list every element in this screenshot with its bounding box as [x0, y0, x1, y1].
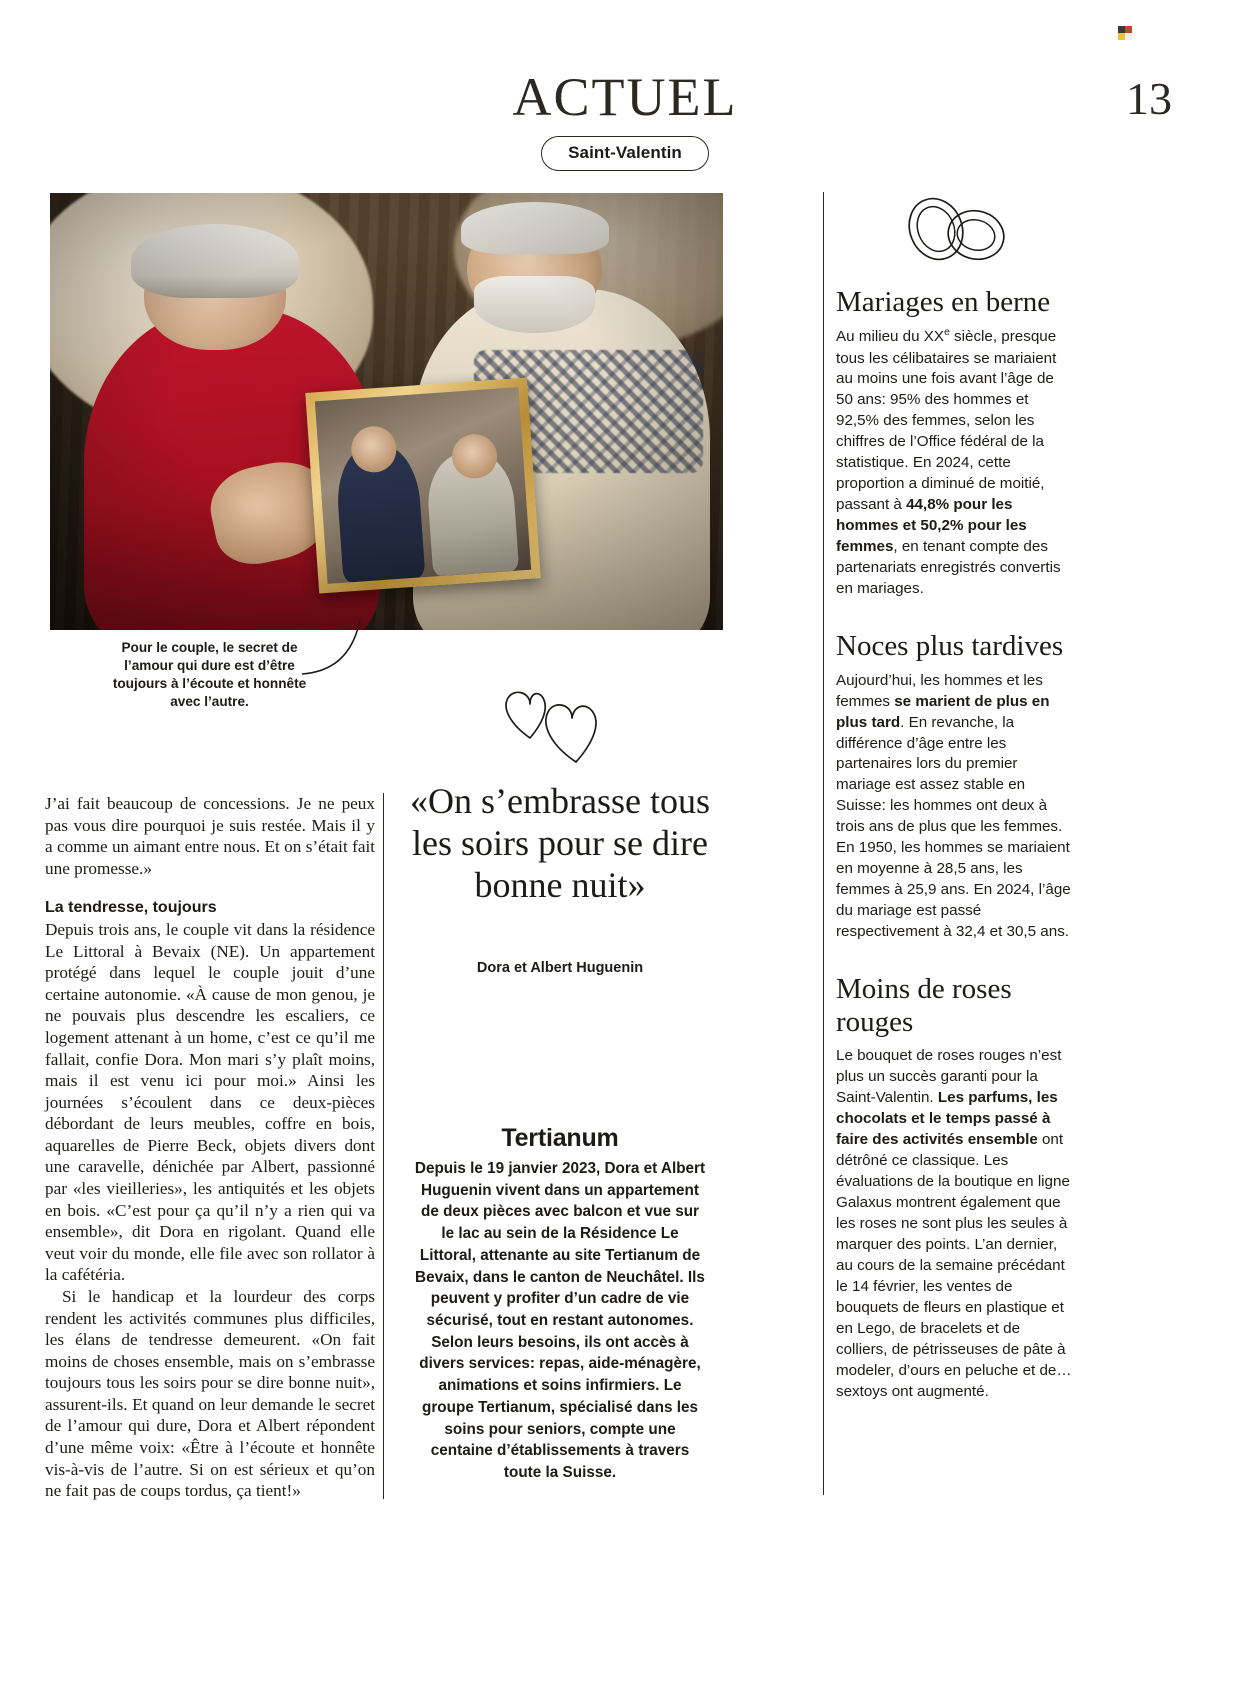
sidebar-section — [836, 973, 1074, 1402]
page-title: ACTUEL — [512, 67, 738, 127]
sidebar-section-title: Noces plus tardives — [836, 630, 1064, 663]
masthead — [0, 67, 1250, 171]
sidebar-section-body: Au milieu du XXe siècle, presque tous les célibataires se mariaient au moins une fois avant l’âge de 50 ans: 95% des hommes et 92,5% des femmes, selon les chiffres de l’Office fédéral de la statistique. En 2024, cette proportion a diminué de moitié, passant à 44,8% pour les hommes et 50,2% pour les femmes, en tenant compte des partenariats enregistrés convertis en mariages. — [836, 327, 1061, 598]
pull-quote: «On s’embrasse tous les soirs pour se dire bonne nuit» — [410, 781, 710, 906]
sidebar-section — [836, 630, 1074, 943]
info-box-title: Tertianum — [501, 1124, 619, 1152]
photo-image — [50, 193, 723, 630]
article-body — [45, 793, 375, 1502]
article-paragraph-1: Depuis trois ans, le couple vit dans la résidence Le Littoral à Bevaix (NE). Un appartement protégé dans lequel le couple jouit d’une certaine autonomie. «À cause de mon genou, je ne pouvais plus descendre les escaliers, ce logement attenant à un home, c’est ce qu’il me fallait, confie Dora. Mon mari s’y plaît moins, mais il est venu ici pour moi.» Ainsi les journées s’écoulent dans ce deux-pièces débordant de leurs meubles, coffre en bois, aquarelles de Pierre Beck, objets divers dont une caravelle, dénichée par Albert, passionné par «les vieilleries», les antiquités et les objets en bois. «C’est pour ça qu’il n’y a rien qui va ensemble», dit Dora en rigolant. Quand elle veut voir du monde, elle file avec son rollator à la cafétéria. — [45, 920, 375, 1285]
wedding-rings-icon — [892, 193, 1022, 265]
page-number: 13 — [1126, 73, 1172, 124]
sidebar-section — [836, 286, 1074, 600]
column-divider-sidebar — [823, 192, 824, 1495]
info-box-body: Depuis le 19 janvier 2023, Dora et Albert Huguenin vivent dans un appartement de deux pièces avec balcon et vue sur le lac au sein de la Résidence Le Littoral, attenante au site Tertianum de Bevaix, dans le canton de Neuchâtel. Ils peuvent y profiter d’un cadre de vie sécurisé, tout en restant autonomes. Selon leurs besoins, ils ont accès à divers services: repas, aide-ménagère, animations et soins infirmiers. Le groupe Tertianum, spécialisé dans les soins pour seniors, compte une centaine d’établissements à travers toute la Suisse. — [414, 1160, 706, 1482]
article-subhead: La tendresse, toujours — [45, 899, 217, 917]
section-badge: Saint-Valentin — [541, 136, 709, 171]
article-lead: J’ai fait beaucoup de concessions. Je ne peux pas vous dire pourquoi je suis restée. Mais il y a comme un aimant entre nous. Et on s’était fait une promesse.» — [45, 794, 375, 878]
two-hearts-icon — [486, 682, 636, 767]
column-divider-center — [383, 793, 384, 1499]
sidebar-section-body: Le bouquet de roses rouges n’est plus un succès garanti pour la Saint-Valentin. Les parfums, les chocolats et le temps passé à faire des activités ensemble ont détrôné ce classique. Les évaluations de la boutique en ligne Galaxus montrent également que les roses ne sont plus les seules à marquer des points. L’an dernier, au cours de la semaine précédant le 14 février, les ventes de bouquets de fleurs en plastique et en Lego, de bracelets et de colliers, de pétrisseuses de pâte à modeler, d’ours en peluche et de… sextoys ont augmenté. — [836, 1047, 1072, 1400]
registration-mark-icon — [1118, 26, 1132, 40]
info-box — [414, 1124, 706, 1484]
article-paragraph-2: Si le handicap et la lourdeur des corps rendent les activités communes plus difficiles, les élans de tendresse demeurent. «On fait moins de choses ensemble, mais on s’embrasse toujours tous les soirs pour se dire bonne nuit», assurent-ils. Et quand on leur demande le secret de l’amour qui dure, Dora et Albert répondent d’une même voix: «Être à l’écoute et honnête vis-à-vis de l’autre. Si on est sérieux et qu’on ne fait pas de coups tordus, ça tient!» — [45, 1286, 375, 1501]
sidebar-section-title: Mariages en berne — [836, 286, 1051, 318]
sidebar — [836, 193, 1074, 1433]
pull-quote-attribution: Dora et Albert Huguenin — [476, 960, 644, 976]
sidebar-section-body: Aujourd’hui, les hommes et les femmes se marient de plus en plus tard. En revanche, la différence d’âge entre les partenaires lors du premier mariage est assez stable en Suisse: les hommes ont deux à trois ans de plus que les femmes. En 1950, les hommes se mariaient en moyenne à 28,5 ans, les femmes à 25,9 ans. En 2024, l’âge du mariage est passé respectivement à 32,4 et 30,5 ans. — [836, 671, 1071, 941]
sidebar-section-title: Moins de roses rouges — [836, 973, 1012, 1038]
photo-caption: Pour le couple, le secret de l’amour qui dure est d’être toujours à l’écoute et honnête avec l’autre. — [112, 640, 307, 709]
article-photo — [50, 193, 723, 630]
